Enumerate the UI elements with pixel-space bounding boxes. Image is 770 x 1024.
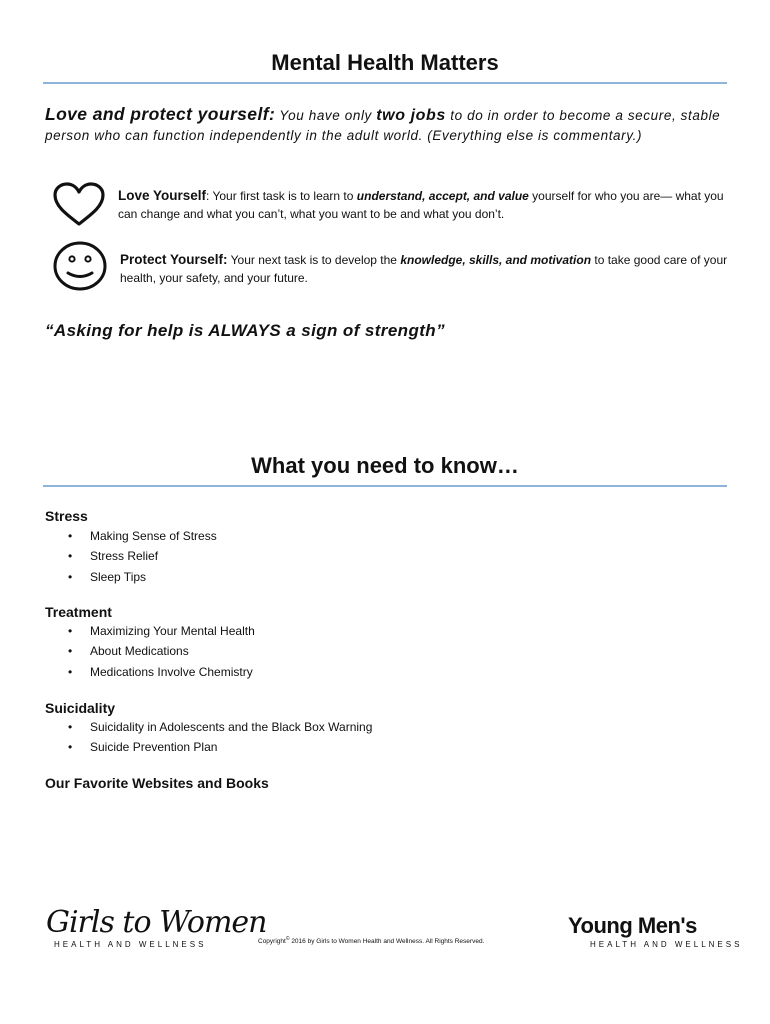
- bullet-icon: •: [68, 665, 73, 679]
- love-yourself-text: [118, 187, 728, 223]
- list-item[interactable]: [68, 720, 372, 734]
- list-item[interactable]: [68, 570, 146, 584]
- intro-paragraph: [45, 104, 735, 146]
- intro-part2: to do in order to become a secure, stable person who can function independently in the adult world. (Everything else is commentary.): [45, 108, 721, 143]
- young-mens-logo: [568, 913, 743, 958]
- bullet-icon: •: [68, 624, 73, 638]
- copyright-word: Copyright: [258, 938, 286, 946]
- protect-yourself-title: Protect Yourself:: [120, 252, 228, 267]
- section-divider: [43, 485, 727, 487]
- list-item-label: Suicide Prevention Plan: [90, 740, 218, 754]
- logo-script-text: Girls to Women: [46, 905, 267, 940]
- list-item-label: Maximizing Your Mental Health: [90, 624, 255, 638]
- protect-text-1: Your next task is to develop the: [227, 253, 401, 267]
- bullet-icon: •: [68, 549, 73, 563]
- girls-to-women-logo: [40, 905, 267, 980]
- heart-icon: [52, 182, 106, 228]
- copyright-text: [258, 936, 484, 945]
- list-item-label: Sleep Tips: [90, 570, 147, 584]
- protect-yourself-text: [120, 251, 730, 287]
- list-item[interactable]: [68, 529, 217, 543]
- list-item-label: About Medications: [90, 644, 189, 658]
- section-title: What you need to know…: [251, 453, 519, 478]
- strength-quote: “Asking for help is ALWAYS a sign of strength”: [45, 321, 445, 340]
- bullet-icon: •: [68, 644, 73, 658]
- websites-books-heading[interactable]: Our Favorite Websites and Books: [45, 775, 269, 791]
- copyright-mark: ©: [285, 936, 290, 942]
- intro-part1: You have only: [275, 108, 377, 123]
- intro-lead: Love and protect yourself: [45, 104, 269, 124]
- love-yourself-title: Love Yourself: [118, 188, 207, 203]
- section-stress-title: Stress: [45, 508, 88, 524]
- intro-two-jobs: two jobs: [376, 107, 446, 124]
- intro-colon: :: [268, 104, 276, 124]
- love-text-2: yourself for who you are— what you can change and what you can’t, what you want to be and what you don’t.: [118, 189, 724, 221]
- bullet-icon: •: [68, 740, 73, 754]
- love-emphasis: understand, accept, and value: [356, 189, 529, 203]
- list-item-label: Stress Relief: [90, 549, 159, 563]
- list-item[interactable]: [68, 740, 217, 754]
- protect-text-2: to take good care of your health, your safety, and your future.: [120, 253, 728, 285]
- list-item[interactable]: [68, 644, 189, 658]
- young-mens-subtitle: HEALTH AND WELLNESS: [590, 940, 743, 949]
- section-treatment-title: Treatment: [45, 604, 112, 620]
- list-item-label: Making Sense of Stress: [90, 529, 217, 543]
- copyright-rest: 2016 by Girls to Women Health and Wellness. All Rights Reserved.: [289, 938, 485, 946]
- bullet-icon: •: [68, 570, 73, 584]
- bullet-icon: •: [68, 529, 73, 543]
- list-item[interactable]: [68, 624, 255, 638]
- logo-subtitle: HEALTH AND WELLNESS: [54, 940, 207, 949]
- list-item[interactable]: [68, 665, 253, 679]
- love-text-1: : Your first task is to learn to: [206, 189, 357, 203]
- smiley-icon: [52, 240, 108, 292]
- young-mens-title: Young Men's: [568, 913, 697, 938]
- list-item[interactable]: [68, 549, 158, 563]
- list-item-label: Suicidality in Adolescents and the Black Box Warning: [90, 720, 373, 734]
- list-item-label: Medications Involve Chemistry: [90, 665, 253, 679]
- section-suicidality-title: Suicidality: [45, 700, 116, 716]
- title-divider: [43, 82, 727, 84]
- page-title: Mental Health Matters: [271, 50, 499, 75]
- protect-emphasis: knowledge, skills, and motivation: [400, 253, 592, 267]
- bullet-icon: •: [68, 720, 73, 734]
